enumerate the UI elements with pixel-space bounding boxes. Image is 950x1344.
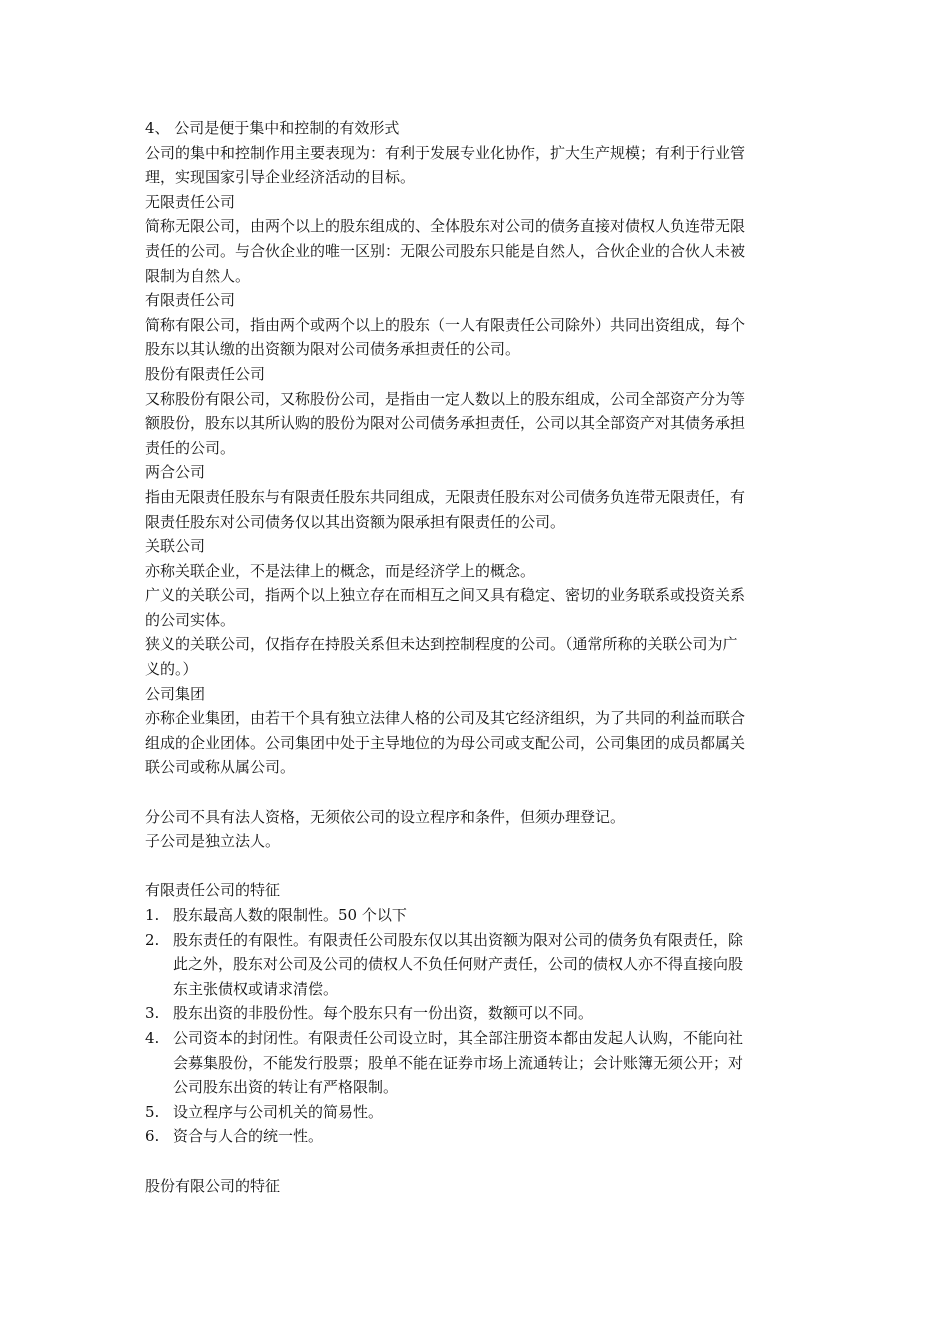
- text-line: 责任的公司。与合伙企业的唯一区别：无限公司股东只能是自然人，合伙企业的合伙人未被: [145, 241, 746, 260]
- text-line: 无限责任公司: [145, 192, 236, 211]
- paragraph: [145, 583, 808, 632]
- document-page: [145, 116, 808, 1198]
- paragraph: [145, 387, 808, 461]
- text-line: 简称无限公司，由两个以上的股东组成的、全体股东对公司的债务直接对债权人负连带无限: [145, 217, 746, 236]
- list-item: [145, 1100, 808, 1125]
- text-line: 联公司或称从属公司。: [145, 758, 296, 777]
- text-line: 简称有限公司，指由两个或两个以上的股东（一人有限责任公司除外）共同出资组成，每个: [145, 315, 746, 334]
- paragraph: [145, 805, 808, 830]
- list-number: 5.: [145, 1102, 160, 1121]
- paragraph: [145, 559, 808, 584]
- text-line: 股东以其认缴的出资额为限对公司债务承担责任的公司。: [145, 340, 521, 359]
- text-line: 此之外，股东对公司及公司的债权人不负任何财产责任，公司的债权人亦不得直接向股: [173, 955, 744, 974]
- section-heading: [145, 878, 808, 903]
- text-line: 设立程序与公司机关的简易性。: [173, 1102, 384, 1121]
- text-line: 组成的企业团体。公司集团中处于主导地位的为母公司或支配公司，公司集团的成员都属关: [145, 733, 746, 752]
- numbered-list: [145, 903, 808, 1149]
- text-line: 股东出资的非股份性。每个股东只有一份出资，数额可以不同。: [173, 1004, 594, 1023]
- section-heading: [145, 460, 808, 485]
- text-line: 公司资本的封闭性。有限责任公司设立时，其全部注册资本都由发起人认购，不能向社: [173, 1028, 744, 1047]
- paragraph: [145, 141, 808, 190]
- text-line: 公司集团: [145, 684, 206, 703]
- text-line: 4、 公司是便于集中和控制的有效形式: [145, 119, 400, 137]
- text-line: 理，实现国家引导企业经济活动的目标。: [145, 168, 416, 187]
- text-line: 责任的公司。: [145, 438, 236, 457]
- text-line: 股东最高人数的限制性。50 个以下: [173, 906, 407, 924]
- text-line: 广义的关联公司，指两个以上独立存在而相互之间又具有稳定、密切的业务联系或投资关系: [145, 586, 746, 605]
- text-line: 有限责任公司: [145, 291, 236, 310]
- list-item: [145, 928, 808, 1002]
- blank-line: [145, 854, 808, 879]
- paragraph: [145, 632, 808, 681]
- text-line: 限制为自然人。: [145, 266, 251, 285]
- text-line: 亦称企业集团，由若干个具有独立法律人格的公司及其它经济组织，为了共同的利益而联合: [145, 709, 746, 728]
- text-line: 两合公司: [145, 463, 206, 482]
- text-line: 有限责任公司的特征: [145, 881, 281, 900]
- blank-line: [145, 1149, 808, 1174]
- section-heading: [145, 190, 808, 215]
- text-line: 股东责任的有限性。有限责任公司股东仅以其出资额为限对公司的债务负有限责任，除: [173, 930, 744, 949]
- text-line: 股份有限公司的特征: [145, 1176, 281, 1195]
- section-heading: [145, 682, 808, 707]
- text-line: 分公司不具有法人资格，无须依公司的设立程序和条件，但须办理登记。: [145, 807, 626, 826]
- list-number: 2.: [145, 930, 160, 949]
- text-line: 资合与人合的统一性。: [173, 1127, 324, 1146]
- text-line: 的公司实体。: [145, 610, 236, 629]
- paragraph: [145, 116, 808, 141]
- text-line: 又称股份有限公司，又称股份公司，是指由一定人数以上的股东组成，公司全部资产分为等: [145, 389, 746, 408]
- text-line: 公司股东出资的转让有严格限制。: [173, 1078, 399, 1097]
- section-heading: [145, 288, 808, 313]
- list-number: 1.: [145, 906, 160, 924]
- text-line: 东主张债权或请求清偿。: [173, 979, 339, 998]
- text-line: 限责任股东对公司债务仅以其出资额为限承担有限责任的公司。: [145, 512, 566, 531]
- paragraph: [145, 313, 808, 362]
- section-heading: [145, 534, 808, 559]
- paragraph: [145, 485, 808, 534]
- paragraph: [145, 706, 808, 780]
- text-line: 指由无限责任股东与有限责任股东共同组成，无限责任股东对公司债务负连带无限责任，有: [145, 487, 746, 506]
- list-number: 3.: [145, 1004, 160, 1023]
- text-line: 额股份，股东以其所认购的股份为限对公司债务承担责任，公司以其全部资产对其债务承担: [145, 414, 746, 433]
- list-item: [145, 1124, 808, 1149]
- text-line: 子公司是独立法人。: [145, 832, 281, 851]
- blank-line: [145, 780, 808, 805]
- text-line: 关联公司: [145, 537, 206, 556]
- list-number: 6.: [145, 1127, 160, 1146]
- section-heading: [145, 362, 808, 387]
- list-item: [145, 1026, 808, 1100]
- list-number: 4.: [145, 1028, 160, 1047]
- list-item: [145, 903, 808, 928]
- text-line: 股份有限责任公司: [145, 364, 266, 383]
- text-line: 狭义的关联公司，仅指存在持股关系但未达到控制程度的公司。（通常所称的关联公司为广: [145, 635, 738, 654]
- text-line: 义的。）: [145, 660, 198, 679]
- section-heading: [145, 1174, 808, 1199]
- text-line: 公司的集中和控制作用主要表现为：有利于发展专业化协作，扩大生产规模；有利于行业管: [145, 143, 746, 162]
- text-line: 会募集股份，不能发行股票；股单不能在证券市场上流通转让；会计账簿无须公开；对: [173, 1053, 744, 1072]
- list-item: [145, 1001, 808, 1026]
- section-heading: [145, 829, 808, 854]
- text-line: 亦称关联企业，不是法律上的概念，而是经济学上的概念。: [145, 561, 536, 580]
- paragraph: [145, 214, 808, 288]
